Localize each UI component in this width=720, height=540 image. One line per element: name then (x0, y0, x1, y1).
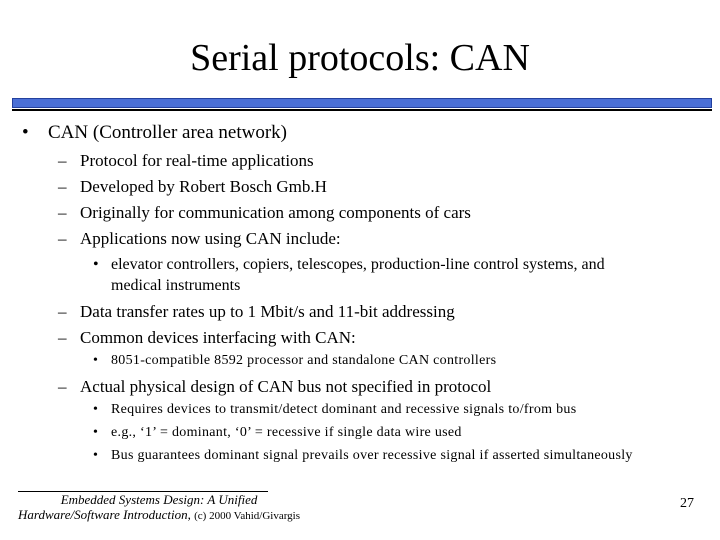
sub-item: Originally for communication among components of cars (80, 203, 471, 222)
page-number: 27 (680, 496, 694, 511)
title-underline (12, 109, 712, 111)
sub-item: Developed by Robert Bosch Gmb.H (80, 177, 327, 196)
title-rule (12, 98, 712, 108)
dash-mark: – (58, 377, 67, 396)
footer-citation (18, 492, 300, 524)
footer-line-2-main: Hardware/Software Introduction, (18, 507, 191, 522)
physical-item: Bus guarantees dominant signal prevails over recessive signal if asserted simultaneously (111, 448, 633, 463)
bullet-mark: • (93, 353, 99, 368)
devices-text: 8051-compatible 8592 processor and standalone CAN controllers (111, 353, 497, 368)
sub-item: Applications now using CAN include: (80, 229, 341, 248)
sub-item: Actual physical design of CAN bus not specified in protocol (80, 377, 492, 396)
apps-line-2: medical instruments (111, 277, 241, 294)
dash-mark: – (58, 203, 67, 222)
sub-item: Protocol for real-time applications (80, 151, 314, 170)
bullet-mark: • (93, 448, 99, 463)
footer-copyright: (c) 2000 Vahid/Givargis (194, 510, 301, 522)
bullet-mark: • (93, 425, 99, 440)
footer-line-2 (18, 507, 300, 524)
dash-mark: – (58, 177, 67, 196)
sub-item: Data transfer rates up to 1 Mbit/s and 11-bit addressing (80, 302, 455, 321)
sub-item: Common devices interfacing with CAN: (80, 328, 356, 347)
apps-line-1: elevator controllers, copiers, telescopes, production-line control systems, and (111, 256, 605, 273)
dash-mark: – (58, 151, 67, 170)
physical-item: Requires devices to transmit/detect dominant and recessive signals to/from bus (111, 402, 577, 417)
bullet-mark: • (93, 402, 99, 417)
bullet-mark: • (93, 256, 99, 273)
physical-item: e.g., ‘1’ = dominant, ‘0’ = recessive if single data wire used (111, 425, 462, 440)
footer-line-1: Embedded Systems Design: A Unified (60, 492, 258, 507)
dash-mark: – (58, 229, 67, 248)
dash-mark: – (58, 302, 67, 321)
main-bullet-text: CAN (Controller area network) (48, 122, 288, 143)
slide-title: Serial protocols: CAN (190, 37, 530, 79)
dash-mark: – (58, 328, 67, 347)
bullet-mark: • (22, 122, 29, 143)
